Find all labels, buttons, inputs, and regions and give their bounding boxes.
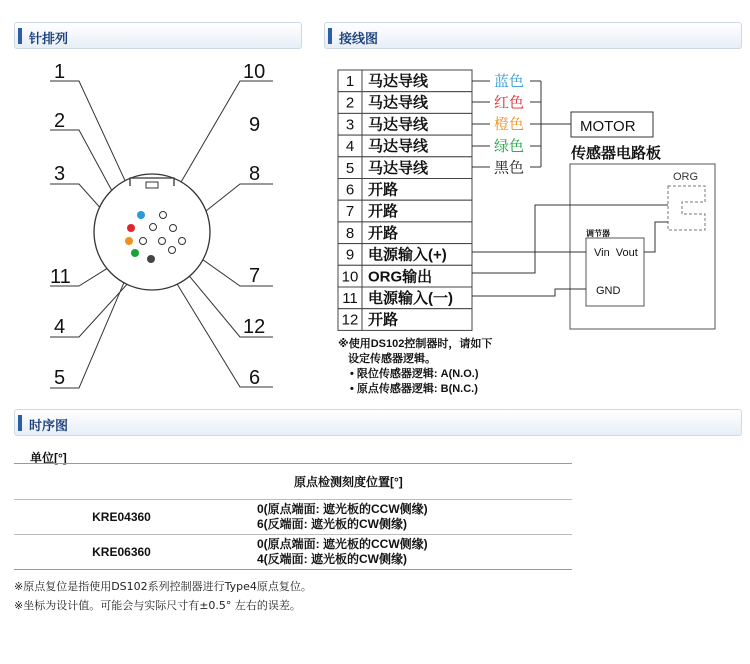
pin-function: 电源输入(+) bbox=[368, 246, 447, 264]
pin-number: 8 bbox=[345, 224, 355, 242]
pin-label: 1 bbox=[54, 61, 66, 83]
pin-function: 马达导线 bbox=[368, 94, 429, 112]
pin-number: 1 bbox=[345, 73, 355, 90]
section-title-timing: 时序图 bbox=[29, 418, 69, 433]
wire-color-label: 黑色 bbox=[494, 159, 525, 177]
wiring-diagram bbox=[330, 60, 730, 400]
pin-number: 7 bbox=[345, 203, 355, 221]
value-line: 0(原点端面: 遮光板的CCW侧缘) bbox=[257, 502, 428, 516]
value-line: 6(反端面: 遮光板的CW侧缘) bbox=[257, 517, 407, 531]
wire-color-label: 绿色 bbox=[494, 137, 525, 155]
pin-function: 开路 bbox=[368, 181, 399, 199]
pin-function: 马达导线 bbox=[368, 138, 429, 156]
pin-label: 9 bbox=[249, 114, 261, 136]
pin-label: 3 bbox=[54, 163, 66, 185]
wiring-note: • 原点传感器逻辑: B(N.C.) bbox=[350, 383, 478, 395]
pin-number: 10 bbox=[341, 268, 359, 286]
pin-function: 马达导线 bbox=[368, 116, 429, 134]
pin-function: ORG输出 bbox=[368, 268, 433, 286]
wiring-note: • 限位传感器逻辑: A(N.O.) bbox=[350, 368, 479, 380]
footnote: ※坐标为设计值。可能会与实际尺寸有±0.5° 左右的误差。 bbox=[14, 599, 301, 612]
gnd-label: GND bbox=[596, 285, 621, 297]
model-cell: KRE06360 bbox=[14, 535, 229, 570]
pin-label: 6 bbox=[249, 367, 261, 389]
pin-number: 4 bbox=[345, 138, 355, 156]
value-line: 4(反端面: 遮光板的CW侧缘) bbox=[257, 552, 407, 566]
sensor-board-label: 传感器电路板 bbox=[571, 145, 662, 162]
pin-label: 10 bbox=[243, 61, 266, 83]
pin-label: 7 bbox=[249, 265, 261, 287]
pin-label: 2 bbox=[54, 110, 66, 132]
wire-color-label: 红色 bbox=[494, 94, 525, 112]
value-line: 0(原点端面: 遮光板的CCW侧缘) bbox=[257, 537, 428, 551]
vin-vout-label: Vin Vout bbox=[594, 247, 638, 259]
section-header-timing bbox=[14, 409, 742, 436]
section-title-wiring: 接线图 bbox=[339, 31, 379, 46]
pin-function: 开路 bbox=[368, 224, 399, 242]
org-label: ORG bbox=[673, 171, 699, 183]
pin-number: 2 bbox=[345, 94, 355, 112]
pin-number: 11 bbox=[342, 290, 358, 307]
pin-function: 开路 bbox=[368, 311, 399, 329]
section-header-pin bbox=[14, 22, 302, 49]
model-cell: KRE04360 bbox=[14, 500, 229, 535]
pin-function: 电源输入(一) bbox=[368, 290, 453, 307]
unit-label: 单位[°] bbox=[30, 451, 67, 465]
wire-color-label: 蓝色 bbox=[494, 73, 525, 90]
pin-number: 9 bbox=[345, 246, 355, 264]
regulator-label: 调节器 bbox=[586, 229, 610, 238]
pin-number: 6 bbox=[345, 181, 355, 199]
wire-color-label: 橙色 bbox=[494, 116, 525, 134]
wiring-note: 设定传感器逻辑。 bbox=[348, 353, 436, 365]
wiring-note: ※使用DS102控制器时，请如下 bbox=[338, 338, 493, 350]
section-marker bbox=[18, 28, 22, 44]
motor-label: MOTOR bbox=[580, 118, 636, 135]
footnote: ※原点复位是指使用DS102系列控制器进行Type4原点复位。 bbox=[14, 580, 312, 593]
header-empty bbox=[14, 464, 229, 500]
value-cell bbox=[229, 500, 572, 535]
timing-table bbox=[14, 463, 572, 570]
pin-table bbox=[338, 70, 472, 330]
pin-function: 开路 bbox=[368, 203, 399, 221]
section-marker bbox=[328, 28, 332, 44]
pin-label: 8 bbox=[249, 163, 261, 185]
column-header: 原点检测刻度位置[°] bbox=[229, 464, 572, 500]
value-cell bbox=[229, 535, 572, 570]
pin-arrangement-diagram bbox=[0, 50, 320, 400]
pin-label: 5 bbox=[54, 367, 66, 389]
section-header-wiring bbox=[324, 22, 742, 49]
section-marker bbox=[18, 415, 22, 431]
pin-number: 3 bbox=[345, 116, 355, 134]
section-title-pin: 针排列 bbox=[29, 31, 69, 46]
pin-label: 4 bbox=[54, 316, 66, 338]
pin-function: 马达导线 bbox=[368, 73, 429, 90]
pin-number: 12 bbox=[341, 311, 359, 329]
pin-label: 11 bbox=[50, 266, 71, 288]
pin-label: 12 bbox=[243, 316, 266, 338]
pin-function: 马达导线 bbox=[368, 159, 429, 177]
pin-number: 5 bbox=[345, 159, 355, 177]
